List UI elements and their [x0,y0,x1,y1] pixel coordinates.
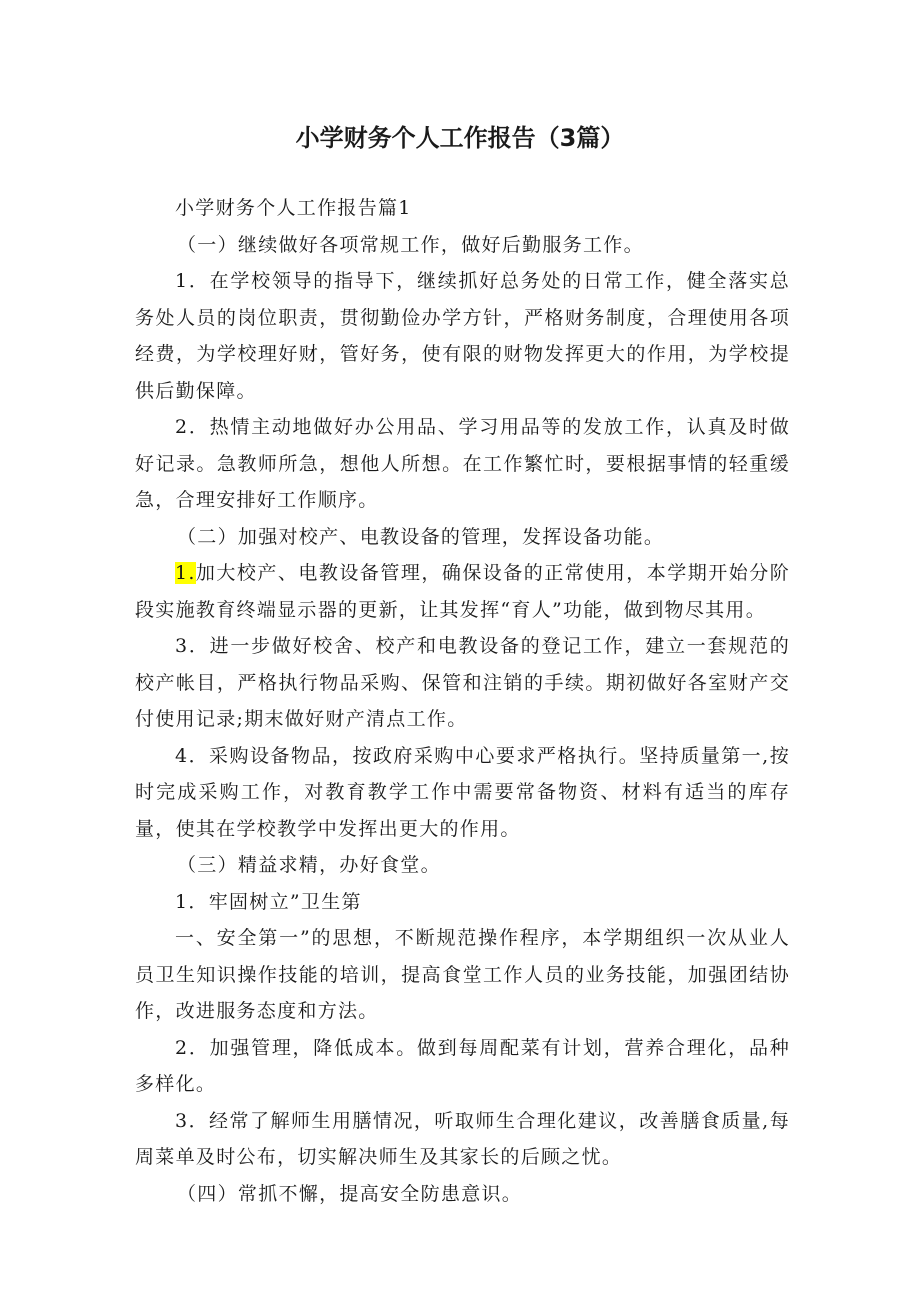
subsection-heading: （一）继续做好各项常规工作，做好后勤服务工作。 [177,233,644,256]
paragraph: 2．热情主动地做好办公用品、学习用品等的发放工作，认真及时做好记录。急教师所急，想他人所想。在工作繁忙时，要根据事情的轻重缓急，合理安排好工作顺序。 [135,416,790,511]
paragraph [135,555,790,628]
paragraph: 4．采购设备物品，按政府采购中心要求严格执行。坚持质量第一,按时完成采购工作，对教育教学工作中需要常备物资、材料有适当的库存量，使其在学校教学中发挥出更大的作用。 [135,744,790,840]
paragraph: 1．在学校领导的指导下，继续抓好总务处的日常工作，健全落实总务处人员的岗位职责，贯彻勤俭办学方针，严格财务制度，合理使用各项经费，为学校理好财，管好务，使有限的财物发挥更大的作用，为学校提供后勤保障。 [135,270,790,402]
subsection-heading: （二）加强对校产、电教设备的管理，发挥设备功能。 [177,525,665,548]
paragraph: 3．经常了解师生用膳情况，听取师生合理化建议，改善膳食质量,每周菜单及时公布，切实解决师生及其家长的后顾之忧。 [135,1109,790,1168]
paragraph: 一、安全第一”的思想，不断规范操作程序，本学期组织一次从业人员卫生知识操作技能的培训，提高食堂工作人员的业务技能，加强团结协作，改进服务态度和方法。 [135,927,790,1022]
document-title: 小学财务个人工作报告（3篇） [295,124,625,152]
paragraph: 1．牢固树立”卫生第 [175,890,362,913]
paragraph-text: 加大校产、电教设备管理，确保设备的正常使用，本学期开始分阶段实施教育终端显示器的更新，让其发挥“育人”功能，做到物尽其用。 [135,562,790,621]
subsection-heading: （三）精益求精，办好食堂。 [177,854,441,876]
document-body [135,190,790,1212]
subsection-heading: （四）常抓不懈，提高安全防患意识。 [177,1182,523,1205]
paragraph: 2．加强管理，降低成本。做到每周配菜有计划，营养合理化，品种多样化。 [135,1036,790,1095]
highlighted-list-marker: 1. [175,562,196,584]
section-heading: 小学财务个人工作报告篇1 [175,197,412,219]
paragraph: 3．进一步做好校舍、校产和电教设备的登记工作，建立一套规范的校产帐目，严格执行物品采购、保管和注销的手续。期初做好各室财产交付使用记录;期末做好财产清点工作。 [135,635,790,730]
